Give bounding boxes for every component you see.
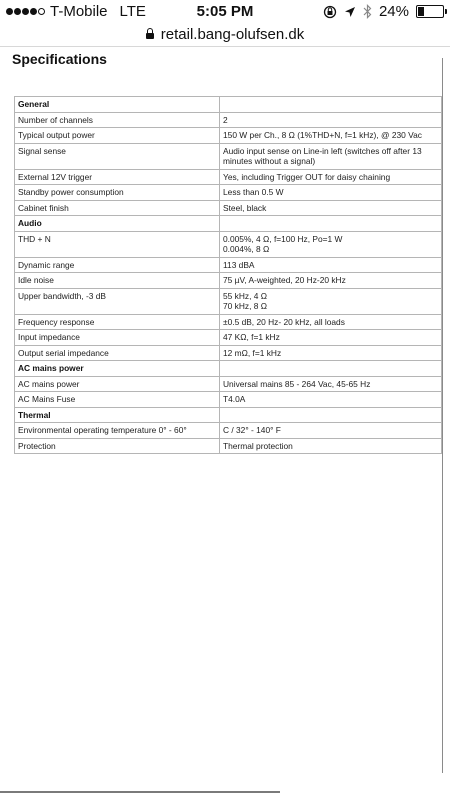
spec-row xyxy=(15,423,442,439)
spec-label: Environmental operating temperature 0° - 60° xyxy=(15,423,220,439)
spec-row xyxy=(15,169,442,185)
url-text[interactable]: retail.bang-olufsen.dk xyxy=(160,25,305,43)
status-bar xyxy=(0,0,450,22)
spec-label: External 12V trigger xyxy=(15,169,220,185)
spec-row xyxy=(15,143,442,169)
specifications-body xyxy=(15,97,442,454)
spec-row xyxy=(15,330,442,346)
spec-label: Upper bandwidth, -3 dB xyxy=(15,288,220,314)
bottom-divider xyxy=(0,791,280,793)
section-title: Thermal xyxy=(15,407,220,423)
spec-value xyxy=(220,361,442,377)
section-title: AC mains power xyxy=(15,361,220,377)
page-title: Specifications xyxy=(12,51,107,67)
bluetooth-icon xyxy=(363,4,372,19)
spec-value: C / 32° - 140° F xyxy=(220,423,442,439)
spec-label: Cabinet finish xyxy=(15,200,220,216)
spec-value: T4.0A xyxy=(220,392,442,408)
spec-label: Protection xyxy=(15,438,220,454)
spec-value: Yes, including Trigger OUT for daisy chaining xyxy=(220,169,442,185)
spec-label: Frequency response xyxy=(15,314,220,330)
spec-label: AC Mains Fuse xyxy=(15,392,220,408)
spec-value: Steel, black xyxy=(220,200,442,216)
spec-label: Dynamic range xyxy=(15,257,220,273)
spec-value: Audio input sense on Line-in left (switches off after 13 minutes without a signal) xyxy=(220,143,442,169)
specifications-table xyxy=(14,96,442,454)
location-arrow-icon xyxy=(344,6,356,18)
battery-icon xyxy=(416,5,444,18)
clock: 5:05 PM xyxy=(196,3,254,20)
lock-icon xyxy=(146,33,154,39)
spec-label: Output serial impedance xyxy=(15,345,220,361)
spec-value xyxy=(220,97,442,113)
spec-row xyxy=(15,112,442,128)
status-right xyxy=(323,3,444,20)
spec-label: Idle noise xyxy=(15,273,220,289)
spec-value: Thermal protection xyxy=(220,438,442,454)
spec-label: THD + N xyxy=(15,231,220,257)
spec-value: Less than 0.5 W xyxy=(220,185,442,201)
battery-percent: 24% xyxy=(378,3,409,20)
orientation-lock-icon xyxy=(323,5,337,19)
spec-value: Universal mains 85 - 264 Vac, 45-65 Hz xyxy=(220,376,442,392)
carrier-label: T-Mobile xyxy=(50,3,108,20)
spec-value: 47 KΩ, f=1 kHz xyxy=(220,330,442,346)
spec-value: ±0.5 dB, 20 Hz- 20 kHz, all loads xyxy=(220,314,442,330)
section-header-row xyxy=(15,97,442,113)
spec-label: Number of channels xyxy=(15,112,220,128)
section-header-row xyxy=(15,361,442,377)
battery-level-fill xyxy=(418,7,424,16)
spec-row xyxy=(15,185,442,201)
section-title: General xyxy=(15,97,220,113)
spec-label: Input impedance xyxy=(15,330,220,346)
network-label: LTE xyxy=(119,3,146,20)
spec-value: 0.005%, 4 Ω, f=100 Hz, Po=1 W 0.004%, 8 Ω xyxy=(220,231,442,257)
section-header-row xyxy=(15,407,442,423)
spec-row xyxy=(15,392,442,408)
section-title: Audio xyxy=(15,216,220,232)
spec-value xyxy=(220,216,442,232)
spec-value: 2 xyxy=(220,112,442,128)
spec-row xyxy=(15,257,442,273)
spec-row xyxy=(15,438,442,454)
spec-label: Signal sense xyxy=(15,143,220,169)
spec-value: 75 µV, A-weighted, 20 Hz-20 kHz xyxy=(220,273,442,289)
spec-row xyxy=(15,288,442,314)
spec-row xyxy=(15,200,442,216)
spec-value: 55 kHz, 4 Ω 70 kHz, 8 Ω xyxy=(220,288,442,314)
spec-row xyxy=(15,314,442,330)
spec-label: Standby power consumption xyxy=(15,185,220,201)
spec-row xyxy=(15,231,442,257)
spec-value: 150 W per Ch., 8 Ω (1%THD+N, f=1 kHz), @ 230 Vac xyxy=(220,128,442,144)
spec-row xyxy=(15,128,442,144)
spec-label: AC mains power xyxy=(15,376,220,392)
spec-value: 12 mΩ, f=1 kHz xyxy=(220,345,442,361)
spec-row xyxy=(15,376,442,392)
spec-value: 113 dBA xyxy=(220,257,442,273)
scrollbar[interactable] xyxy=(442,58,443,773)
spec-value xyxy=(220,407,442,423)
section-header-row xyxy=(15,216,442,232)
spec-label: Typical output power xyxy=(15,128,220,144)
spec-row xyxy=(15,273,442,289)
spec-row xyxy=(15,345,442,361)
address-bar[interactable] xyxy=(0,22,450,47)
